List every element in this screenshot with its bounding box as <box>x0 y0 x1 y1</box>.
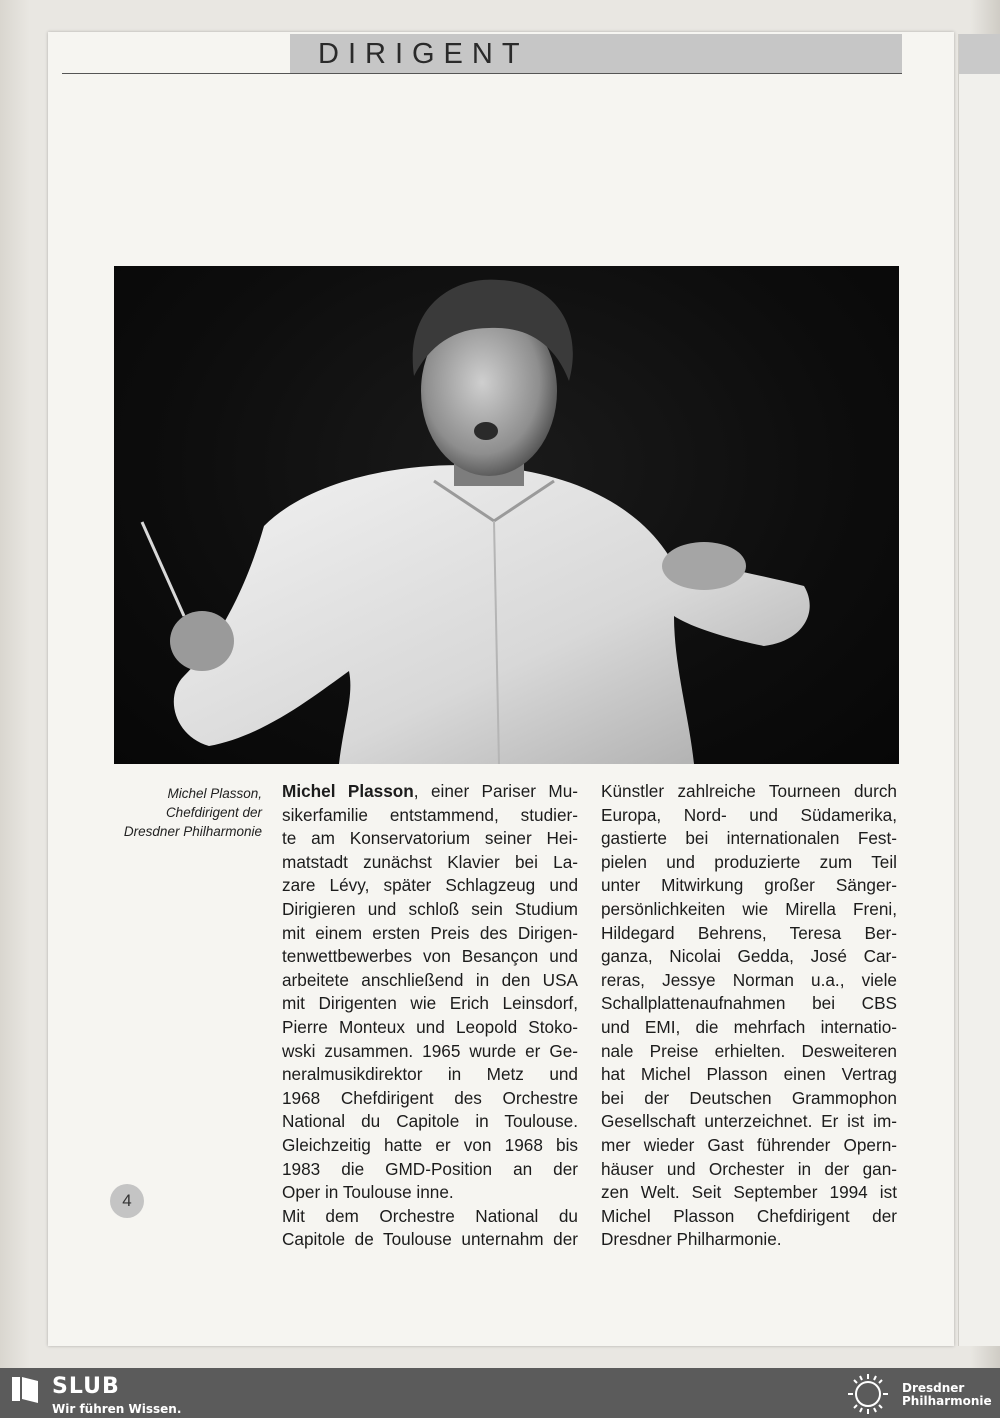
caption-line: Chefdirigent der <box>165 805 262 820</box>
text-line: persönlichkeiten wie Mirella Freni, <box>601 898 897 919</box>
text-line: nale Preise erhielten. Desweiteren <box>601 1040 897 1061</box>
text-line: National du Capitole in Toulouse. <box>282 1111 578 1132</box>
next-page-edge <box>958 34 1000 1346</box>
text-line: Gleichzeitig hatte er von 1968 bis <box>282 1134 578 1155</box>
text-line: mit Dirigenten wie Erich Leinsdorf, <box>282 993 578 1014</box>
text-line: Oper in Toulouse inne. <box>282 1182 454 1203</box>
article-column-2 <box>601 780 897 1252</box>
text-line: 1968 Chefdirigent des Orchestre <box>282 1087 578 1108</box>
text-line: Michel Plasson, einer Pariser Mu- <box>282 781 578 801</box>
text-line: Pierre Monteux und Leopold Stoko- <box>282 1016 578 1037</box>
section-title: DIRIGENT <box>318 38 529 70</box>
conductor-illustration <box>114 266 899 764</box>
text-line: Hildegard Behrens, Teresa Ber- <box>601 922 897 943</box>
text-line: Dirigieren und schloß sein Studium <box>282 898 578 919</box>
text-line: mit einem ersten Preis des Dirigen- <box>282 922 578 943</box>
text-line: mer wieder Gast führender Opern- <box>601 1134 897 1155</box>
text-line: arbeitete anschließend in den USA <box>282 969 578 990</box>
photo-caption <box>110 784 262 841</box>
slub-name[interactable]: SLUB <box>52 1374 120 1399</box>
text-line: gastierte bei internationalen Fest- <box>601 828 897 849</box>
header-rule <box>62 73 902 74</box>
text-line: Künstler zahlreiche Tourneen durch <box>601 781 897 801</box>
caption-line: Dresdner Philharmonie <box>123 824 262 839</box>
article-column-1 <box>282 780 578 1252</box>
caption-line: Michel Plasson, <box>167 786 262 801</box>
dresdner-philharmonie-logo-icon[interactable] <box>842 1372 894 1416</box>
partner-line: Dresdner <box>902 1381 965 1395</box>
conductor-photo <box>114 266 899 764</box>
partner-line: Philharmonie <box>902 1394 992 1408</box>
text-line: reras, Jessye Norman u.a., viele <box>601 969 897 990</box>
text-line: pielen und produzierte zum Teil <box>601 851 897 872</box>
text-line: Europa, Nord- und Südamerika, <box>601 804 897 825</box>
text-line: matstadt zunächst Klavier bei La- <box>282 851 578 872</box>
text-line: und EMI, die mehrfach internatio- <box>601 1016 897 1037</box>
text-line: 1983 die GMD-Position an der <box>282 1158 578 1179</box>
text-line: ganza, Nicolai Gedda, José Car- <box>601 946 897 967</box>
dresdner-philharmonie-name[interactable] <box>902 1382 992 1408</box>
text-line: hat Michel Plasson einen Vertrag <box>601 1064 897 1085</box>
text-line: tenwettbewerbes von Besançon und <box>282 946 578 967</box>
text-line: sikerfamilie entstammend, studier- <box>282 804 578 825</box>
text-line: zare Lévy, später Schlagzeug und <box>282 875 578 896</box>
text-line: Gesellschaft unterzeichnet. Er ist im- <box>601 1111 897 1132</box>
text-line: zen Welt. Seit September 1994 ist <box>601 1182 897 1203</box>
text-line: Michel Plasson Chefdirigent der <box>601 1205 897 1226</box>
text-line: Dresdner Philharmonie. <box>601 1229 782 1250</box>
text-line: Schallplattenaufnahmen bei CBS <box>601 993 897 1014</box>
text-line: unter Mitwirkung großer Sänger- <box>601 875 897 896</box>
conductor-name: Michel Plasson <box>282 781 414 801</box>
slub-logo-icon[interactable] <box>10 1373 40 1405</box>
text-line: Mit dem Orchestre National du <box>282 1205 578 1226</box>
text-line: bei der Deutschen Grammophon <box>601 1087 897 1108</box>
text-line: te am Konservatorium seiner Hei- <box>282 828 578 849</box>
text-line: Capitole de Toulouse unternahm der <box>282 1229 578 1250</box>
text-line: wski zusammen. 1965 wurde er Ge- <box>282 1040 578 1061</box>
slub-tagline: Wir führen Wissen. <box>52 1402 182 1416</box>
text-line: häuser und Orchester in der gan- <box>601 1158 897 1179</box>
page-number: 4 <box>110 1184 144 1218</box>
text-line: neralmusikdirektor in Metz und <box>282 1064 578 1085</box>
